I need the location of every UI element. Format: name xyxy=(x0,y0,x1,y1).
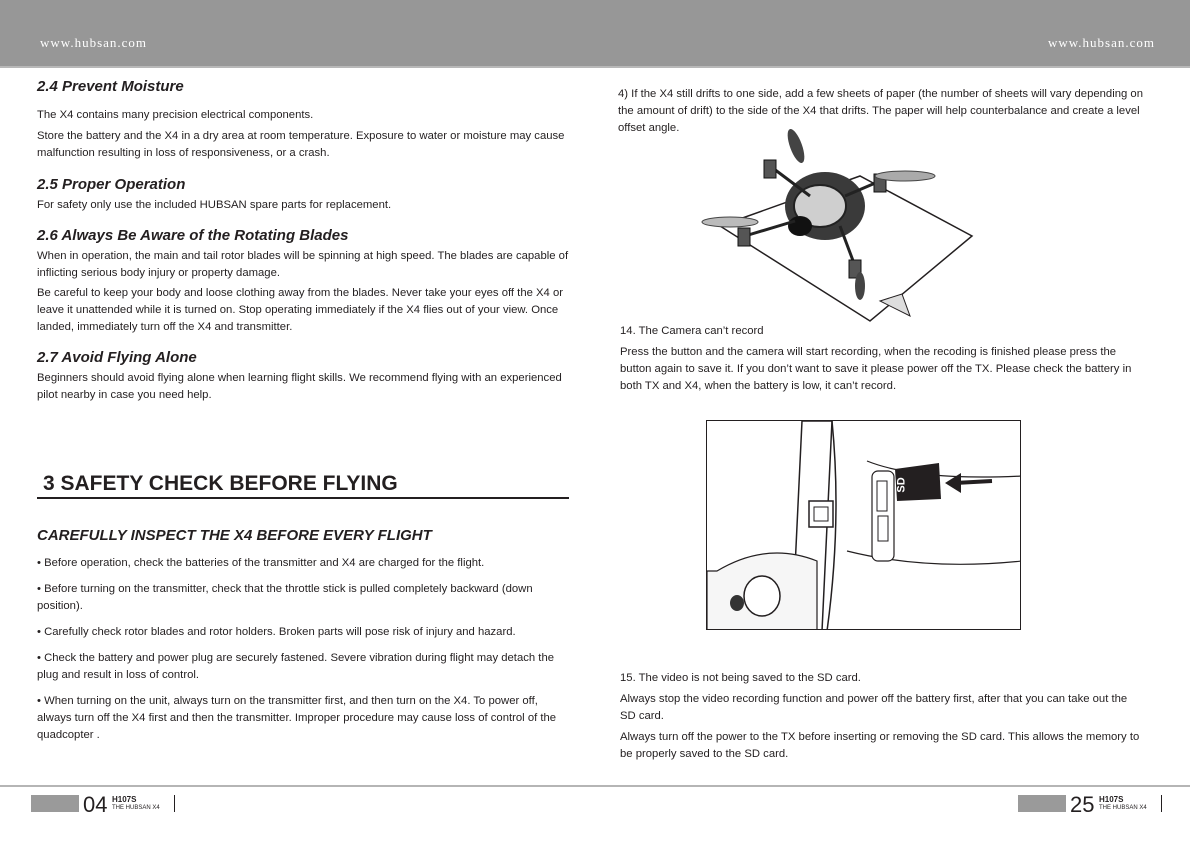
sd-card-slot-illustration xyxy=(706,420,1021,630)
safety-bullet: • Carefully check rotor blades and rotor holders. Broken parts will pose risk of injury and hazard. xyxy=(37,626,516,638)
section-2-7-p1: Beginners should avoid flying alone when learning flight skills. We recommend flying with an experienced pilot nearby in case you need help. xyxy=(37,372,562,401)
footer-separator xyxy=(1161,795,1162,812)
section-2-6-p2: Be careful to keep your body and loose clothing away from the blades. Never take your eyes off the X4 or leave it unattended while it is turned on. Stop operating immediately if the X4 flies out of your view. Once landed, immediately turn off the X4 and transmitter. xyxy=(37,287,564,333)
page-number-right: 25 xyxy=(1070,792,1095,817)
safety-bullet: • Check the battery and power plug are securely fastened. Severe vibration during flight may detach the plug and result in loss of control. xyxy=(37,652,555,681)
sd-card-tip-15-p1: Always stop the video recording function and power off the battery first, after that you can take out the SD card. xyxy=(620,693,1128,722)
section-divider xyxy=(37,497,569,499)
trim-tip-4: 4) If the X4 still drifts to one side, add a few sheets of paper (the number of sheets will vary depending on the amount of drift) to the side of the X4 that drifts. The paper will help counterbalance and create a level offset angle. xyxy=(618,88,1143,134)
drone-on-paper-illustration xyxy=(700,126,980,326)
section-3-title: 3 SAFETY CHECK BEFORE FLYING xyxy=(43,472,398,495)
footer-subtitle-right: THE HUBSAN X4 xyxy=(1099,805,1147,811)
section-2-4-p1: The X4 contains many precision electrical components. xyxy=(37,109,314,121)
section-2-5-p1: For safety only use the included HUBSAN spare parts for replacement. xyxy=(37,199,392,211)
camera-tip-14-title: 14. The Camera can’t record xyxy=(620,325,764,337)
page-number-left: 04 xyxy=(83,792,108,817)
camera-tip-14 xyxy=(620,323,1140,395)
sd-card-tip-15 xyxy=(620,670,1140,763)
section-2-4-title: 2.4 Prevent Moisture xyxy=(37,78,184,95)
header-url-right: www.hubsan.com xyxy=(1047,35,1155,50)
section-2-6-title: 2.6 Always Be Aware of the Rotating Blades xyxy=(37,227,349,244)
safety-bullet: • When turning on the unit, always turn on the transmitter first, and then turn on the X4. To power off, always turn off the X4 first and then the transmitter. Improper procedure may cause loss of control of the quadcopter . xyxy=(37,695,557,741)
safety-bullet: • Before turning on the transmitter, check that the throttle stick is pulled completely backward (down position). xyxy=(37,583,533,612)
sd-card-tip-15-p2: Always turn off the power to the TX before inserting or removing the SD card. This allows the memory to be properly saved to the SD card. xyxy=(620,731,1140,760)
footer-marker xyxy=(1018,795,1066,812)
section-2-6-p1: When in operation, the main and tail rotor blades will be spinning at high speed. The blades are capable of inflicting serious body injury or property damage. xyxy=(37,250,569,279)
camera-tip-14-p1: Press the button and the camera will start recording, when the recoding is finished please press the button again to save it. If you don’t want to save it please power off the TX. Please check the battery in both TX and X4, when the battery is low, it can’t record. xyxy=(620,346,1132,392)
safety-check-block xyxy=(37,527,557,744)
footer-divider xyxy=(0,785,1190,787)
section-2-5-title: 2.5 Proper Operation xyxy=(37,176,186,193)
footer-separator xyxy=(174,795,175,812)
footer-model-right: H107S xyxy=(1099,795,1124,804)
safety-check-subtitle: CAREFULLY INSPECT THE X4 BEFORE EVERY FLIGHT xyxy=(37,527,432,544)
left-column xyxy=(37,78,572,404)
section-2-4-p2: Store the battery and the X4 in a dry area at room temperature. Exposure to water or moisture may cause malfunction resulting in loss of responsiveness, or a crash. xyxy=(37,130,565,159)
sd-card-tip-15-title: 15. The video is not being saved to the SD card. xyxy=(620,672,861,684)
safety-bullet: • Before operation, check the batteries of the transmitter and X4 are charged for the flight. xyxy=(37,557,485,569)
section-2-7-title: 2.7 Avoid Flying Alone xyxy=(37,349,197,366)
footer-model-left: H107S xyxy=(112,795,137,804)
page-header xyxy=(0,0,1190,68)
header-url-left: www.hubsan.com xyxy=(40,35,148,50)
footer-left xyxy=(31,792,181,817)
footer-subtitle-left: THE HUBSAN X4 xyxy=(112,805,160,811)
footer-right xyxy=(1018,792,1168,817)
sd-card-label: SD xyxy=(895,477,908,493)
footer-marker xyxy=(31,795,79,812)
